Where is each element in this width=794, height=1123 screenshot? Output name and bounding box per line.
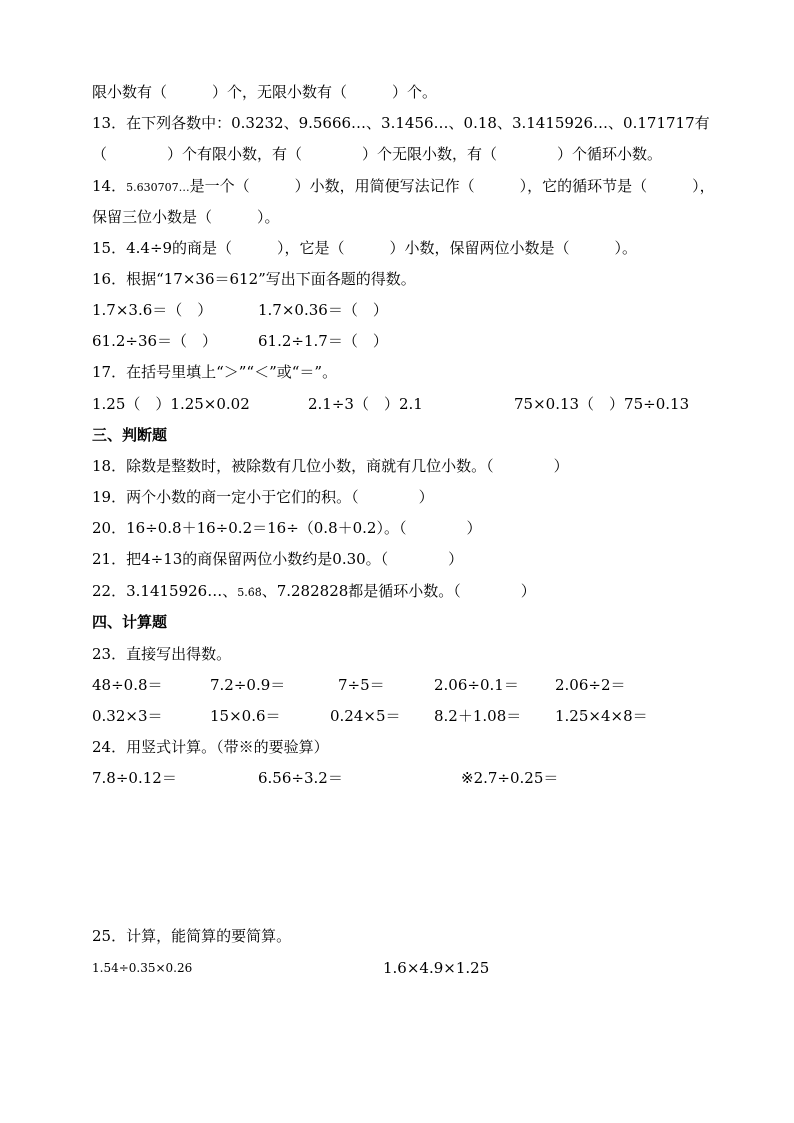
q23-item-3: 7÷5＝	[338, 676, 385, 694]
q23-item-8: 0.24×5＝	[330, 707, 401, 725]
question-16: 16．根据“17×36＝612”写出下面各题的得数。	[92, 270, 416, 288]
question-15: 15．4.4÷9的商是（ ），它是（ ）小数，保留两位小数是（ ）。	[92, 239, 638, 257]
question-17: 17．在括号里填上“＞”“＜”或“＝”。	[92, 363, 338, 381]
question-20: 20．16÷0.8＋16÷0.2＝16÷（0.8＋0.2）。（ ）	[92, 519, 482, 537]
question-14-decimal: 5.630707…	[126, 181, 190, 194]
q25-item-2: 1.6×4.9×1.25	[383, 959, 490, 977]
q23-item-4: 2.06÷0.1＝	[434, 676, 519, 694]
question-13-line1: 13．在下列各数中：0.3232、9.5666…、3.1456…、0.18、3.1415926…、0.171717有	[92, 114, 710, 132]
q23-item-6: 0.32×3＝	[92, 707, 163, 725]
question-17-item-1: 1.25（ ）1.25×0.02	[92, 395, 250, 413]
question-24: 24．用竖式计算。（带※的要验算）	[92, 738, 329, 756]
question-16-item-4: 61.2÷1.7＝（ ）	[258, 332, 388, 350]
question-14-number: 14．	[92, 177, 127, 195]
q23-item-2: 7.2÷0.9＝	[210, 676, 286, 694]
q23-item-1: 48÷0.8＝	[92, 676, 163, 694]
question-16-item-3: 61.2÷36＝（ ）	[92, 332, 218, 350]
q23-item-5: 2.06÷2＝	[555, 676, 626, 694]
question-18: 18．除数是整数时，被除数有几位小数，商就有几位小数。（ ）	[92, 457, 569, 475]
line-q12-continued: 限小数有（ ）个，无限小数有（ ）个。	[92, 83, 438, 101]
question-16-item-2: 1.7×0.36＝（ ）	[258, 301, 388, 319]
question-17-item-2: 2.1÷3（ ）2.1	[308, 395, 423, 413]
question-23: 23．直接写出得数。	[92, 645, 232, 663]
question-22	[92, 581, 536, 603]
q24-item-3: ※2.7÷0.25＝	[461, 769, 559, 787]
question-22-repeating-decimal: 5.6̇8̇	[237, 586, 262, 599]
q24-item-2: 6.56÷3.2＝	[258, 769, 343, 787]
section-3-heading: 三、判断题	[92, 426, 168, 444]
question-14-text: 是一个（ ）小数，用简便写法记作（ ），它的循环节是（ ），	[189, 177, 715, 195]
question-22-text-end: 、7.282828都是循环小数。（ ）	[261, 582, 536, 600]
q24-item-1: 7.8÷0.12＝	[92, 769, 177, 787]
q23-item-9: 8.2＋1.08＝	[434, 707, 522, 725]
q23-item-10: 1.25×4×8＝	[555, 707, 648, 725]
question-17-item-3: 75×0.13（ ）75÷0.13	[514, 395, 690, 413]
question-13-line2: （ ）个有限小数，有（ ）个无限小数，有（ ）个循环小数。	[92, 145, 663, 163]
question-21: 21．把4÷13的商保留两位小数约是0.30。（ ）	[92, 550, 464, 568]
question-14-line2: 保留三位小数是（ ）。	[92, 208, 280, 226]
question-22-text-start: 22．3.1415926…、	[92, 582, 238, 600]
q25-item-1: 1.54÷0.35×0.26	[92, 961, 193, 975]
question-25: 25．计算，能简算的要简算。	[92, 927, 292, 945]
question-19: 19．两个小数的商一定小于它们的积。（ ）	[92, 488, 434, 506]
section-4-heading: 四、计算题	[92, 613, 168, 631]
q23-item-7: 15×0.6＝	[210, 707, 281, 725]
question-14-line1	[92, 176, 715, 198]
question-16-item-1: 1.7×3.6＝（ ）	[92, 301, 213, 319]
